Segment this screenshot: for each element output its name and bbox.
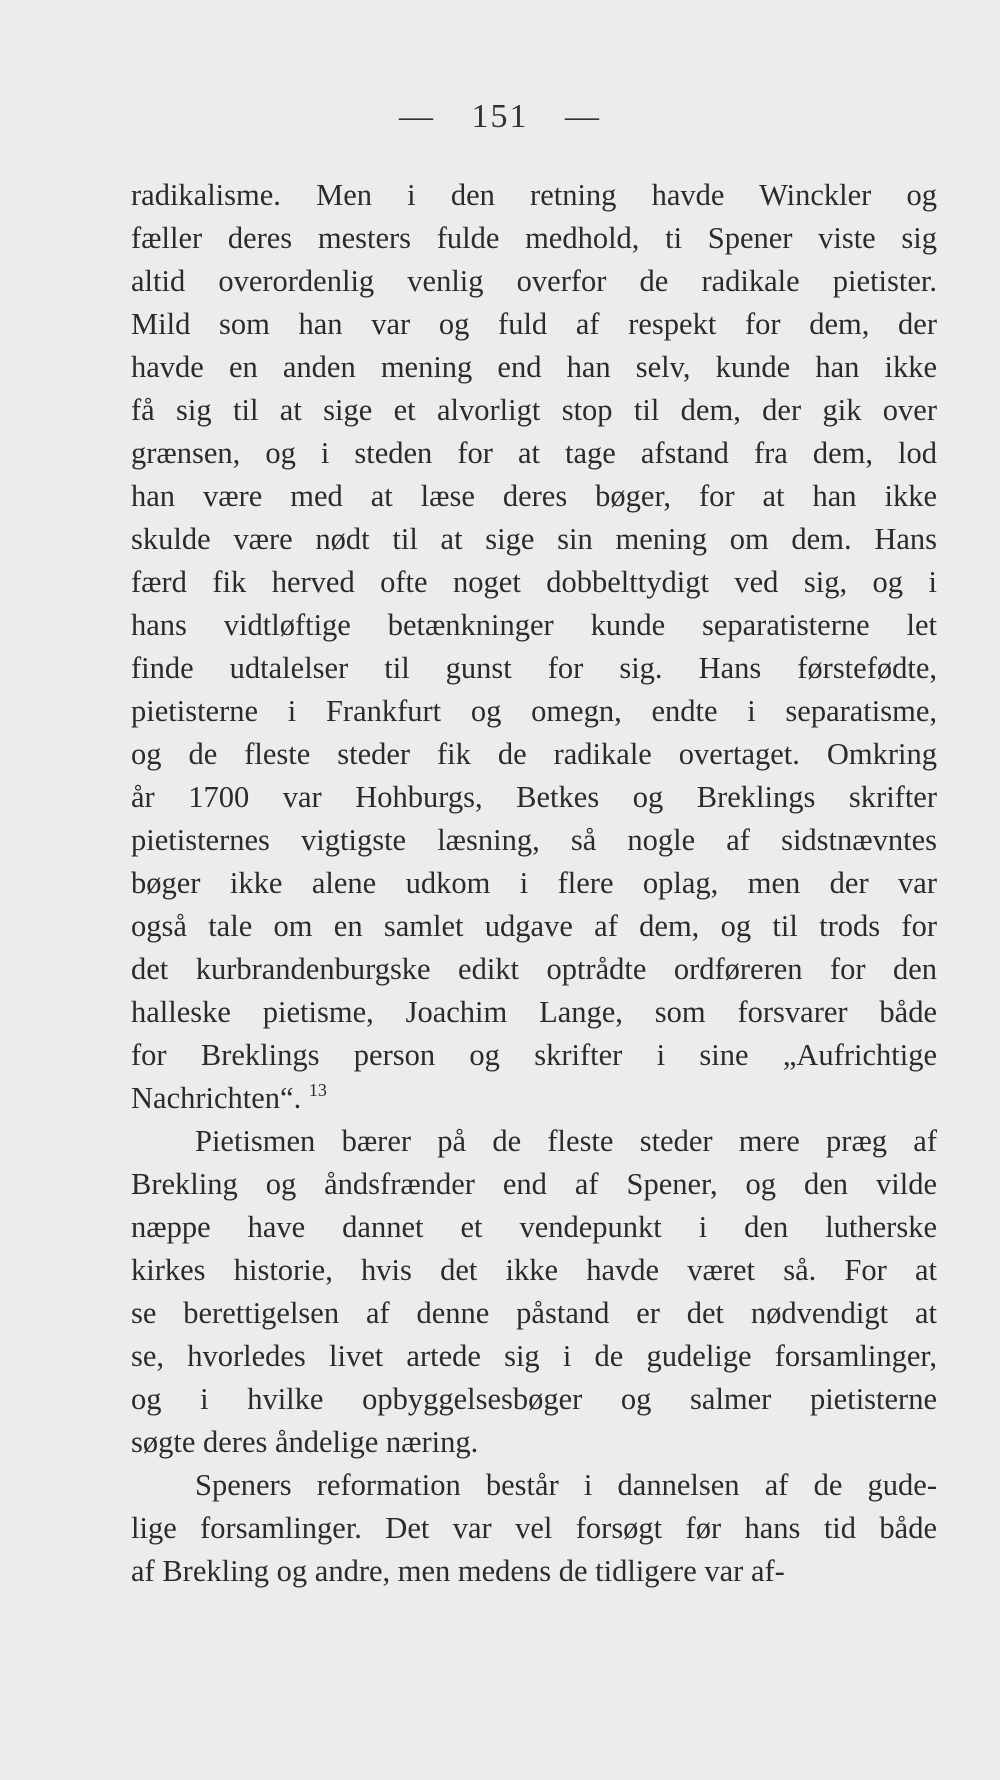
line-text: og i hvilke opbyggelsesbøger og salmer pietisterne <box>131 1382 937 1416</box>
text-line <box>131 1292 937 1335</box>
line-text: pietisternes vigtigste læsning, så nogle af sidstnævntes <box>131 823 937 857</box>
text-line <box>131 948 937 991</box>
text-line <box>131 561 937 604</box>
header-dash-right: — <box>565 98 601 135</box>
line-text: se berettigelsen af denne påstand er det nødvendigt at <box>131 1296 937 1330</box>
line-text: havde en anden mening end han selv, kunde han ikke <box>131 350 937 384</box>
text-line <box>131 1464 937 1507</box>
text-line <box>131 905 937 948</box>
text-line <box>131 260 937 303</box>
line-text: søgte deres åndelige næring. <box>131 1425 479 1459</box>
line-text: radikalisme. Men i den retning havde Winckler og <box>131 178 937 212</box>
text-line <box>131 217 937 260</box>
line-text: Brekling og åndsfrænder end af Spener, og den vilde <box>131 1167 937 1201</box>
line-text: næppe have dannet et vendepunkt i den lutherske <box>131 1210 937 1244</box>
line-text: skulde være nødt til at sige sin mening om dem. Hans <box>131 522 937 556</box>
footnote-reference: 13 <box>308 1080 327 1100</box>
header-dash-left: — <box>399 98 435 135</box>
line-text: færd fik herved ofte noget dobbelttydigt ved sig, og i <box>131 565 937 599</box>
line-text: halleske pietisme, Joachim Lange, som forsvarer både <box>131 995 937 1029</box>
text-line <box>131 432 937 475</box>
text-line <box>131 303 937 346</box>
line-text: hans vidtløftige betænkninger kunde separatisterne let <box>131 608 937 642</box>
body-text <box>131 174 937 1593</box>
line-text: grænsen, og i steden for at tage afstand fra dem, lod <box>131 436 937 470</box>
text-line <box>131 1378 937 1421</box>
text-line <box>131 1163 937 1206</box>
line-text: og de fleste steder fik de radikale overtaget. Omkring <box>131 737 937 771</box>
text-line <box>131 1550 937 1593</box>
line-text: altid overordenlig venlig overfor de radikale pietister. <box>131 264 937 298</box>
line-text: Nachrichten“. <box>131 1081 302 1115</box>
text-line <box>131 389 937 432</box>
text-line <box>131 1249 937 1292</box>
text-line <box>131 991 937 1034</box>
text-line <box>131 733 937 776</box>
line-text: kirkes historie, hvis det ikke havde været så. For at <box>131 1253 937 1287</box>
line-text: finde udtalelser til gunst for sig. Hans førstefødte, <box>131 651 937 685</box>
text-line <box>131 346 937 389</box>
line-text: se, hvorledes livet artede sig i de gudelige forsamlinger, <box>131 1339 937 1373</box>
text-line <box>131 819 937 862</box>
line-text: år 1700 var Hohburgs, Betkes og Breklings skrifter <box>131 780 937 814</box>
line-text: få sig til at sige et alvorligt stop til dem, der gik over <box>131 393 937 427</box>
line-text: bøger ikke alene udkom i flere oplag, men der var <box>131 866 937 900</box>
page-header <box>0 98 1000 136</box>
text-line <box>131 862 937 905</box>
line-text: han være med at læse deres bøger, for at han ikke <box>131 479 937 513</box>
text-line <box>131 1335 937 1378</box>
line-text: pietisterne i Frankfurt og omegn, endte i separatisme, <box>131 694 937 728</box>
line-text: for Breklings person og skrifter i sine „Aufrichtige <box>131 1038 937 1072</box>
text-line <box>131 1120 937 1163</box>
page-number: 151 <box>471 98 529 135</box>
text-line <box>131 1077 937 1120</box>
text-line <box>131 475 937 518</box>
text-line <box>131 1206 937 1249</box>
text-line <box>131 690 937 733</box>
line-text: lige forsamlinger. Det var vel forsøgt før hans tid både <box>131 1511 937 1545</box>
line-text: det kurbrandenburgske edikt optrådte ordføreren for den <box>131 952 937 986</box>
text-line <box>131 647 937 690</box>
text-line <box>131 604 937 647</box>
line-text: Speners reformation består i dannelsen af de gude- <box>195 1468 937 1502</box>
text-line <box>131 776 937 819</box>
text-line <box>131 1507 937 1550</box>
line-text: Mild som han var og fuld af respekt for dem, der <box>131 307 937 341</box>
line-text: fæller deres mesters fulde medhold, ti Spener viste sig <box>131 221 937 255</box>
text-line <box>131 1421 937 1464</box>
text-line <box>131 518 937 561</box>
text-line <box>131 174 937 217</box>
line-text: Pietismen bærer på de fleste steder mere præg af <box>195 1124 937 1158</box>
line-text: også tale om en samlet udgave af dem, og til trods for <box>131 909 937 943</box>
text-line <box>131 1034 937 1077</box>
line-text: af Brekling og andre, men medens de tidligere var af- <box>131 1554 785 1588</box>
